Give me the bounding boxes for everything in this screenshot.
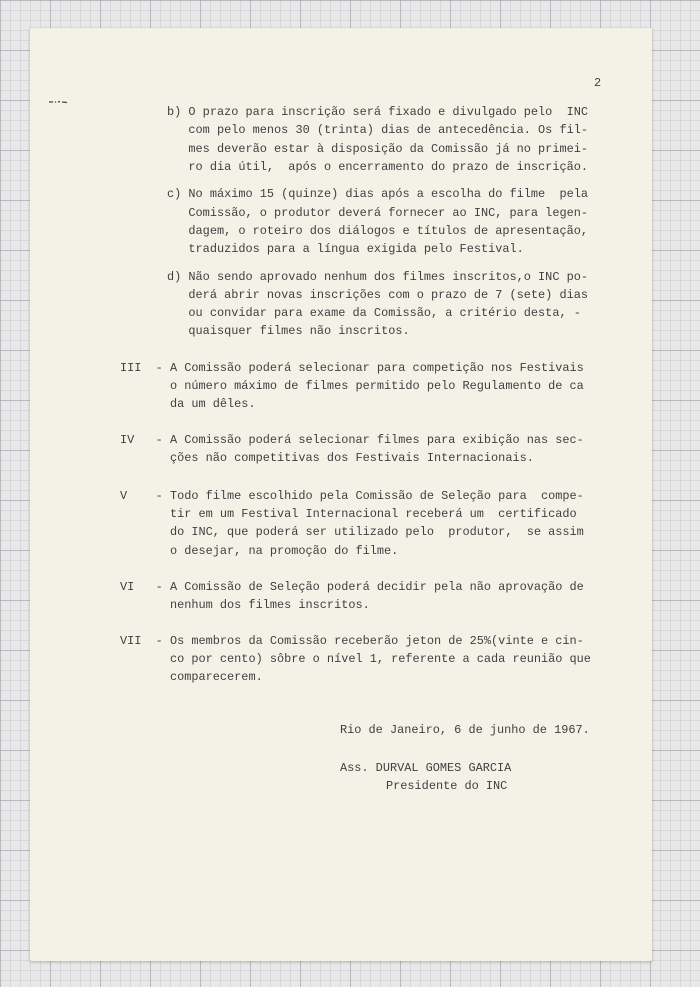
section-iii-line-3: da um dêles.	[120, 397, 256, 411]
item-c-line-1: c) No máximo 15 (quinze) dias após a escolha do filme pela	[167, 187, 588, 201]
item-d-line-2: derá abrir novas inscrições com o prazo de 7 (sete) dias	[167, 288, 588, 302]
page-number: 2	[594, 76, 602, 90]
item-d-line-4: quaisquer filmes não inscritos.	[167, 324, 410, 338]
section-v-line-4: o desejar, na promoção do filme.	[120, 544, 399, 558]
section-v-line-1: V - Todo filme escolhido pela Comissão de Seleção para compe-	[120, 489, 584, 503]
ink-mark	[48, 99, 68, 105]
item-d-line-3: ou convidar para exame da Comissão, a critério desta, -	[167, 306, 581, 320]
item-b-line-4: ro dia útil, após o encerramento do prazo de inscrição.	[167, 160, 588, 174]
section-vii-line-2: co por cento) sôbre o nível 1, referente a cada reunião que	[120, 652, 591, 666]
section-iv-line-2: ções não competitivas dos Festivais Internacionais.	[120, 451, 534, 465]
item-b-line-1: b) O prazo para inscrição será fixado e divulgado pelo INC	[167, 105, 588, 119]
section-vii-line-3: comparecerem.	[120, 670, 263, 684]
section-v-line-2: tir em um Festival Internacional receberá um certificado	[120, 507, 577, 521]
section-vi-line-1: VI - A Comissão de Seleção poderá decidir pela não aprovação de	[120, 580, 584, 594]
item-c-line-3: dagem, o roteiro dos diálogos e títulos de apresentação,	[167, 224, 588, 238]
section-iii-line-2: o número máximo de filmes permitido pelo Regulamento de ca	[120, 379, 584, 393]
section-vi-line-2: nenhum dos filmes inscritos.	[120, 598, 370, 612]
section-vii-line-1: VII - Os membros da Comissão receberão jeton de 25%(vinte e cin-	[120, 634, 584, 648]
item-b-line-2: com pelo menos 30 (trinta) dias de antecedência. Os fil-	[167, 123, 588, 137]
item-c-line-2: Comissão, o produtor deverá fornecer ao INC, para legen-	[167, 206, 588, 220]
section-iii-line-1: III - A Comissão poderá selecionar para competição nos Festivais	[120, 361, 584, 375]
signature-name: Ass. DURVAL GOMES GARCIA	[340, 761, 512, 775]
section-iv-line-1: IV - A Comissão poderá selecionar filmes para exibição nas sec-	[120, 433, 584, 447]
item-d-line-1: d) Não sendo aprovado nenhum dos filmes inscritos,o INC po-	[167, 270, 588, 284]
signature-title: Presidente do INC	[386, 779, 508, 793]
item-c-line-4: traduzidos para a língua exigida pelo Festival.	[167, 242, 524, 256]
date-line: Rio de Janeiro, 6 de junho de 1967.	[340, 723, 590, 737]
section-v-line-3: do INC, que poderá ser utilizado pelo produtor, se assim	[120, 525, 584, 539]
item-b-line-3: mes deverão estar à disposição da Comissão já no primei-	[167, 142, 588, 156]
